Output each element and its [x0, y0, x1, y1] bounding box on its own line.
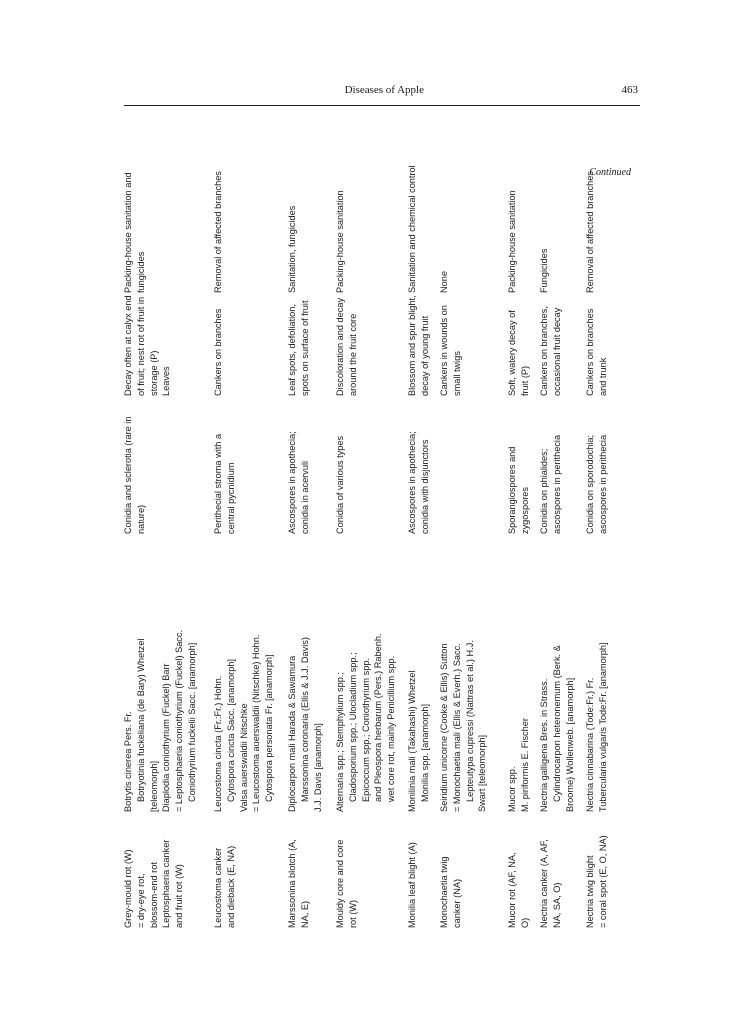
symptoms-cell — [406, 295, 432, 396]
cell-line: Swart [teleomorph] — [477, 734, 488, 812]
cell-line: Cytospora personata Fr. [anamorph] — [264, 654, 275, 802]
cell-line: Cladosporium spp.; Ulocladium spp.; — [347, 652, 358, 802]
cell-line: conidia in acervuli — [299, 460, 310, 534]
cell-line: Sporangiospores and — [507, 446, 517, 534]
disease-name-cell — [584, 835, 610, 928]
cell-line: Cytospora cincta Sacc. [anamorph] — [225, 659, 236, 802]
cell-line: = coral spot (E, O, NA) — [597, 835, 608, 928]
symptoms-cell — [334, 298, 360, 396]
cell-line: decay of young fruit — [419, 315, 430, 396]
cell-line: Broome) Wollenweb. [anamorph] — [564, 677, 575, 812]
cell-line: Leaves — [161, 366, 172, 396]
cell-line: = dry-eye rot, — [135, 873, 146, 928]
cell-line: Mucor spp. — [507, 766, 517, 812]
control-cell — [122, 172, 148, 293]
pathogen-cell — [438, 640, 489, 812]
cell-line: and trunk — [597, 357, 608, 396]
symptoms-cell — [538, 306, 564, 396]
page-number: 463 — [621, 84, 638, 96]
symptoms-cell — [286, 301, 312, 397]
cell-line: nature) — [135, 504, 146, 534]
cell-line: None — [439, 271, 449, 293]
cell-line: Grey-mould rot (W) — [123, 849, 133, 928]
spores-cell — [286, 431, 312, 534]
cell-line: = Leptosphaeria coniothyrium (Fuckel) Sacc. — [174, 629, 185, 812]
cell-line: Nectria cinnabarina (Tode:Fr.) Fr. — [585, 677, 595, 812]
symptoms-cell — [122, 295, 173, 396]
cell-line: Ascospores in apothecia; — [407, 431, 417, 534]
pathogen-cell — [212, 635, 276, 812]
cell-line: spots on surface of fruit — [299, 300, 310, 396]
cell-line: around the fruit core — [347, 313, 358, 396]
cell-line: Leptosphaeria canker — [161, 839, 172, 928]
cell-line: = Leucostoma auerswaldii (Nitschke) Hohn. — [251, 634, 262, 812]
cell-line: wet core rot, mainly Penicillium spp. — [386, 655, 397, 802]
cell-line: = Monochaetia mali (Ellis & Everh.) Sacc. — [451, 643, 462, 812]
cell-line: Coniothyrium fuckelii Sacc. [anamorph] — [186, 642, 197, 802]
cell-line: Cylindrocarpon heteronemum (Berk. & — [551, 645, 562, 802]
cell-line: canker (NA) — [451, 878, 462, 928]
disease-name-cell — [334, 840, 360, 928]
running-header-title: Diseases of Apple — [344, 84, 424, 96]
cell-line: Monochaetia twig — [439, 856, 449, 928]
cell-line: Fungicides — [539, 248, 549, 293]
cell-line: occasional fruit decay — [551, 307, 562, 396]
cell-line: Mucor rot (AF, NA, — [507, 852, 517, 928]
pathogen-cell — [506, 718, 532, 812]
cell-line: Seiridium unicorne (Cooke & Ellis) Sutton — [439, 643, 449, 812]
cell-line: small twigs — [451, 351, 462, 396]
cell-line: Alternaria spp.; Stemphylium spp.; — [335, 672, 345, 812]
cell-line: Sanitation and chemical control — [407, 165, 417, 293]
header-rule — [124, 105, 640, 106]
cell-line: Leaf spots, defoliation, — [287, 304, 297, 396]
cell-line: Leucostoma cincta (Fr.:Fr.) Hohn. — [213, 675, 223, 812]
cell-line: Botryotinia fuckeliana (de Bary) Whetzel — [135, 638, 146, 802]
cell-line: Diaplodia coniothyrium (Fuckel) Barr — [161, 663, 172, 812]
control-cell — [212, 171, 225, 293]
cell-line: Monilia leaf blight (A) — [407, 842, 417, 928]
cell-line: fungicides — [135, 251, 146, 293]
cell-line: storage (P) — [148, 350, 159, 396]
cell-line: [teleomorph] — [148, 760, 159, 812]
cell-line: fruit (P) — [519, 365, 530, 396]
cell-line: Cankers on branches — [585, 308, 595, 396]
control-cell — [406, 165, 419, 293]
cell-line: M. piriformis E. Fischer — [519, 718, 530, 812]
spores-cell — [584, 435, 610, 534]
control-cell — [438, 271, 451, 293]
control-cell — [538, 249, 551, 293]
cell-line: Marssonina coronaria (Ellis & J.J. Davis) — [299, 637, 310, 802]
disease-name-cell — [506, 852, 532, 928]
cell-line: of fruit; nest rot of fruit in — [135, 296, 146, 396]
cell-line: Conidia on sporodochia; — [585, 434, 595, 534]
cell-line: Monilia spp. [anamorph] — [419, 703, 430, 802]
spores-cell — [538, 435, 564, 534]
cell-line: Monilinia mali (Takahashi) Whetzel — [407, 670, 417, 812]
cell-line: Packing-house sanitation — [335, 190, 345, 293]
cell-line: Leucostoma canker — [213, 847, 223, 928]
symptoms-cell — [584, 309, 610, 396]
cell-line: Cankers on branches — [213, 308, 223, 396]
cell-line: Removal of affected branches — [213, 171, 223, 293]
cell-line: Perithecial stroma with a — [213, 433, 223, 534]
cell-line: Nectria twig blight — [585, 855, 595, 928]
cell-line: Tubercularia vulgaris Tode:Fr. [anamorph] — [597, 642, 608, 812]
disease-name-cell — [538, 839, 564, 928]
disease-name-cell — [286, 839, 312, 928]
cell-line: Blossom and spur blight, — [407, 295, 417, 396]
cell-line: Sanitation, fungicides — [287, 205, 297, 293]
disease-name-cell — [122, 840, 186, 928]
cell-line: Packing-house sanitation — [507, 190, 517, 293]
cell-line: and dieback (E, NA) — [225, 845, 236, 928]
cell-line: Lepteutypa cupressi (Nattras et al.) H.J. — [464, 640, 475, 802]
cell-line: Conidia on phialides; — [539, 448, 549, 534]
cell-line: Cankers in wounds on — [439, 305, 449, 396]
cell-line: Nectria canker (A, AF, — [539, 839, 549, 928]
cell-line: Botrytis cinerea Pers. Fr. — [123, 711, 133, 812]
cell-line: rot (W) — [347, 899, 358, 928]
spores-cell — [406, 431, 432, 534]
cell-line: and fruit rot (W) — [174, 864, 185, 928]
disease-name-cell — [438, 857, 464, 929]
cell-line: blossom-end rot — [148, 862, 159, 928]
control-cell — [334, 190, 347, 293]
disease-table — [122, 138, 640, 928]
cell-line: Nectria galligena Bres. in Strass. — [539, 678, 549, 812]
cell-line: Ascospores in apothecia; — [287, 431, 297, 534]
disease-name-cell — [212, 846, 238, 928]
cell-line: Decay often at calyx end — [123, 295, 133, 396]
cell-line: and Pleospora herbarum (Pers.) Rabenh. — [373, 633, 384, 802]
symptoms-cell — [212, 309, 225, 396]
cell-line: ascospores in perithecia — [597, 434, 608, 534]
cell-line: Removal of affected branches — [585, 171, 595, 293]
symptoms-cell — [506, 310, 532, 396]
pathogen-cell — [584, 642, 610, 812]
spores-cell — [122, 417, 148, 534]
cell-line: Mouldy core and core — [335, 839, 345, 928]
cell-line: Valsa auerswaldii Nitschke — [238, 703, 249, 812]
continued-label: Continued — [589, 167, 631, 178]
cell-line: NA, E) — [299, 900, 310, 928]
pathogen-cell — [406, 671, 432, 812]
cell-line: Discoloration and decay — [335, 297, 345, 396]
cell-line: Cankers on branches, — [539, 306, 549, 396]
spores-cell — [212, 434, 238, 534]
pathogen-cell — [334, 633, 398, 812]
spores-cell — [506, 447, 532, 534]
cell-line: Diplocarpon mali Harada & Sawamura — [287, 655, 297, 812]
disease-name-cell — [406, 842, 419, 928]
cell-line: Conidia and sclerotia (rare in — [123, 416, 133, 534]
cell-line: conidia with disjunctors — [419, 439, 430, 534]
pathogen-cell — [286, 637, 324, 812]
cell-line: zygospores — [519, 487, 530, 534]
control-cell — [584, 171, 597, 293]
cell-line: central pycnidium — [225, 462, 236, 534]
cell-line: NA, SA, O) — [551, 882, 562, 928]
cell-line: ascospores in perithecia — [551, 434, 562, 534]
cell-line: Soft, watery decay of — [507, 310, 517, 396]
pathogen-cell — [122, 630, 199, 812]
cell-line: Marssonina blotch (A, — [287, 839, 297, 928]
symptoms-cell — [438, 305, 464, 396]
cell-line: Packing-house sanitation and — [123, 172, 133, 293]
cell-line: Epicoccum spp.; Coniothyrium spp. — [360, 658, 371, 802]
cell-line: O) — [519, 917, 530, 928]
cell-line: J.J. Davis [anamorph] — [312, 723, 323, 812]
cell-line: Conidia of various types — [335, 435, 345, 534]
spores-cell — [334, 436, 347, 534]
control-cell — [506, 190, 519, 293]
control-cell — [286, 206, 299, 293]
pathogen-cell — [538, 645, 576, 812]
